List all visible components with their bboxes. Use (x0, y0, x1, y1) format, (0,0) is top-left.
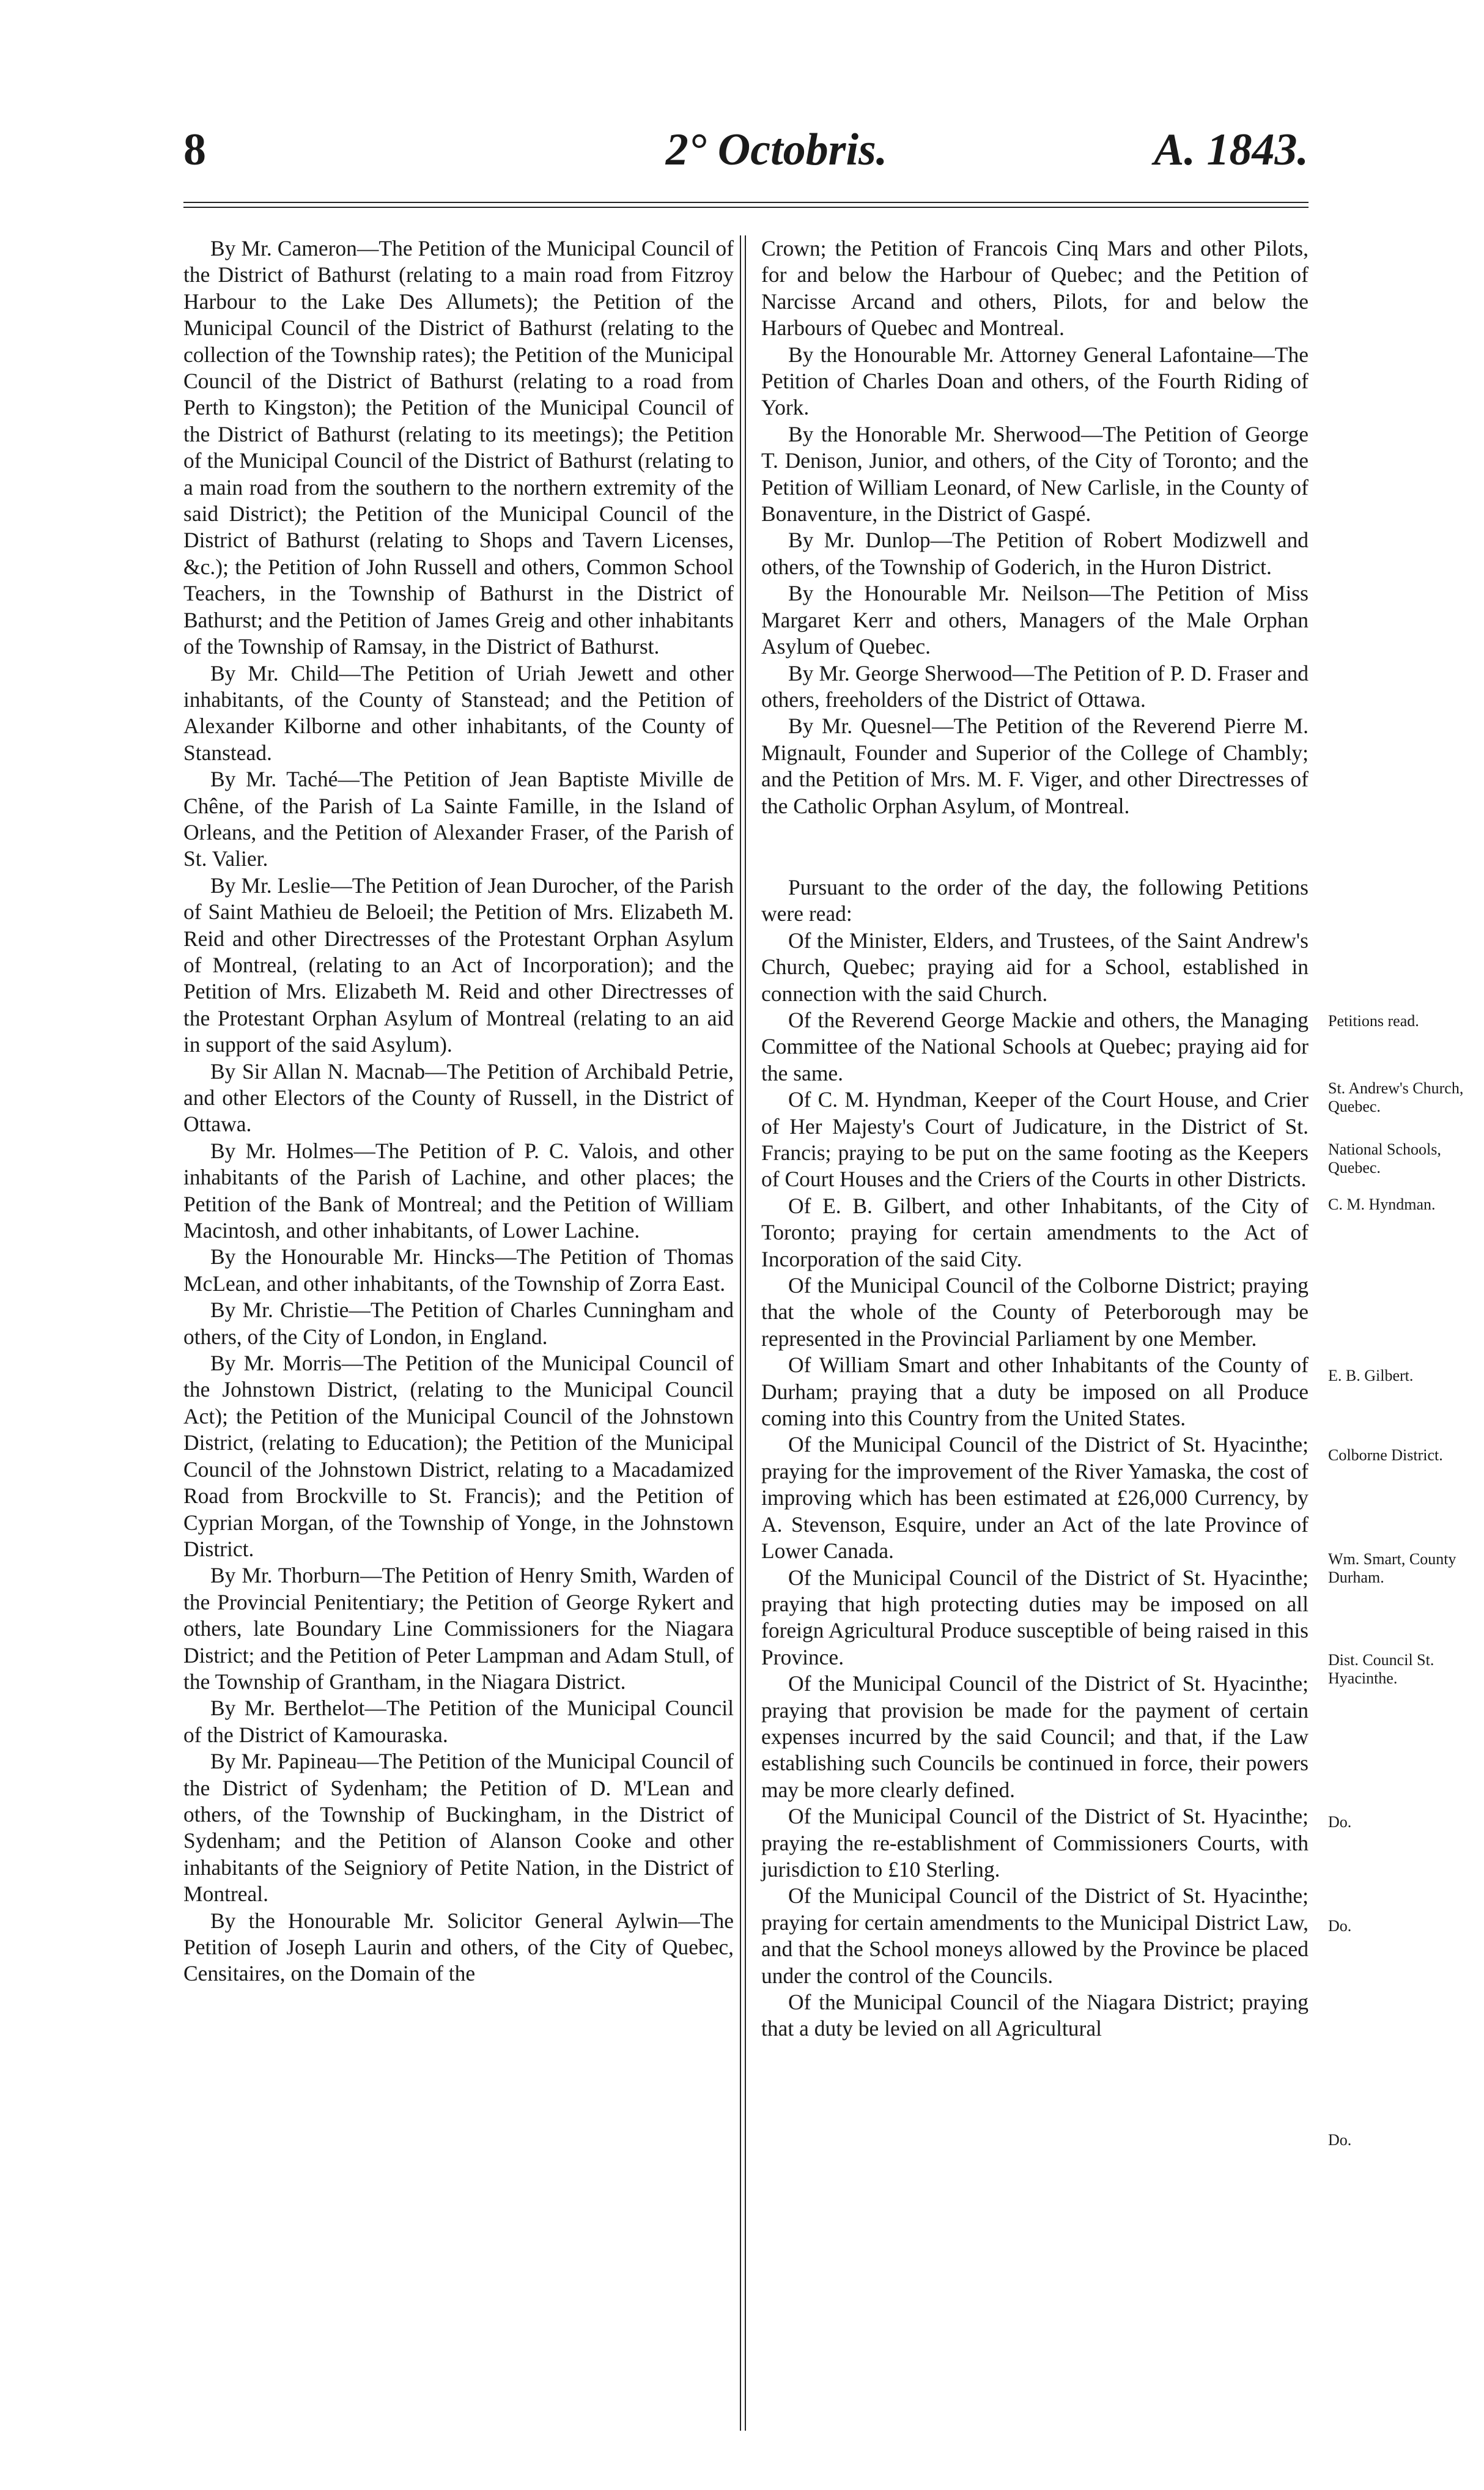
petition-paragraph: By the Honourable Mr. Attorney General Lafontaine—The Petition of Charles Doan and others, of the Fourth Riding of York. (761, 342, 1309, 420)
column-divider (740, 235, 746, 2431)
petition-paragraph: By Mr. Morris—The Petition of the Municipal Council of the Johnstown District, (relating to the Municipal Council Act); the Petition of the Municipal Council of the Johnstown District, (relating to Education); the Petition of the Municipal Council of the Johnstown District, relating to a Macadamized Road from Brockville to St. Francis); and the Petition of Cyprian Morgan, of the Township of Yonge, in the Johnstown District. (183, 1351, 734, 1561)
header-rule-top (183, 202, 1309, 203)
petition-paragraph: By Mr. Leslie—The Petition of Jean Durocher, of the Parish of Saint Mathieu de Beloeil; the Petition of Mrs. Elizabeth M. Reid and other Directresses of the Protestant Orphan Asylum of Montreal, (relating to an Act of Incorporation); and the Petition of Mrs. Elizabeth M. Reid and other Directresses of the Protestant Orphan Asylum of Montreal (relating to an aid in support of the said Asylum). (183, 873, 734, 1057)
petition-read-paragraph: Of the Municipal Council of the Colborne District; praying that the whole of the County of Peterborough may be represented in the Provincial Parliament by one Member. (761, 1273, 1309, 1351)
petition-paragraph: By Mr. Holmes—The Petition of P. C. Valois, and other inhabitants of the Parish of Lachine, and other places; the Petition of the Bank of Montreal; and the Petition of William Macintosh, and other inhabitants, of Lower Lachine. (183, 1138, 734, 1243)
margin-note: Do. (1328, 2131, 1352, 2149)
petition-read-paragraph: Of the Municipal Council of the District of St. Hyacinthe; praying for the improvement of the River Yamaska, the cost of improving which has been estimated at £26,000 Currency, by A. Stevenson, Esquire, under an Act of the late Province of Lower Canada. (761, 1432, 1309, 1564)
margin-note: Colborne District. (1328, 1446, 1443, 1464)
page-number: 8 (183, 125, 206, 175)
petition-read-paragraph: Of the Municipal Council of the District of St. Hyacinthe; praying the re-establishment of Commissioners Courts, with jurisdiction to £10 Sterling. (761, 1804, 1309, 1882)
petition-paragraph: By Mr. Quesnel—The Petition of the Reverend Pierre M. Mignault, Founder and Superior of the College of Chambly; and the Petition of Mrs. M. F. Viger, and other Directresses of the Catholic Orphan Asylum, of Montreal. (761, 714, 1309, 818)
header-rule-bottom (183, 207, 1309, 208)
petition-paragraph: By the Honourable Mr. Neilson—The Petition of Miss Margaret Kerr and others, Managers of the Male Orphan Asylum of Quebec. (761, 581, 1309, 659)
petition-read-paragraph: Of William Smart and other Inhabitants of the County of Durham; praying that a duty be imposed on all Produce coming into this Country from the United States. (761, 1353, 1309, 1431)
petition-paragraph: By the Honorable Mr. Sherwood—The Petition of George T. Denison, Junior, and others, of the City of Toronto; and the Petition of William Leonard, of New Carlisle, in the County of Bonaventure, in the District of Gaspé. (761, 421, 1309, 526)
petition-paragraph: By Mr. Taché—The Petition of Jean Baptiste Miville de Chêne, of the Parish of La Sainte Famille, in the Island of Orleans, and the Petition of Alexander Fraser, of the Parish of St. Valier. (183, 767, 734, 871)
petition-paragraph: By the Honourable Mr. Hincks—The Petition of Thomas McLean, and other inhabitants, of the Township of Zorra East. (183, 1244, 734, 1296)
petition-read-paragraph: Of the Municipal Council of the Niagara District; praying that a duty be levied on all Agricultural (761, 1990, 1309, 2041)
petition-paragraph: By Sir Allan N. Macnab—The Petition of Archibald Petrie, and other Electors of the County of Russell, in the District of Ottawa. (183, 1058, 734, 1137)
petition-paragraph: Crown; the Petition of Francois Cinq Mars and other Pilots, for and below the Harbour of Quebec; and the Petition of Narcisse Arcand and others, Pilots, for and below the Harbours of Quebec and Montreal. (761, 236, 1309, 341)
margin-note: St. Andrew's Church, Quebec. (1328, 1079, 1464, 1115)
petition-read-paragraph: Of the Municipal Council of the District of St. Hyacinthe; praying that provision be made for the payment of certain expenses incurred by the said Council; and that, if the Law establishing such Councils be continued in force, their powers may be more clearly defined. (761, 1671, 1309, 1802)
left-column (183, 235, 734, 1987)
page-header (183, 116, 1309, 190)
order-of-day-paragraph: Pursuant to the order of the day, the following Petitions were read: (761, 874, 1309, 926)
petition-read-paragraph: Of the Reverend George Mackie and others, the Managing Committee of the National Schools at Quebec; praying aid for the same. (761, 1007, 1309, 1085)
petition-paragraph: By Mr. Thorburn—The Petition of Henry Smith, Warden of the Provincial Penitentiary; the Petition of George Rykert and others, late Boundary Line Commissioners for the Niagara District; and the Petition of Peter Lampman and Adam Stull, of the Township of Grantham, in the Niagara District. (183, 1563, 734, 1694)
petition-read-paragraph: Of C. M. Hyndman, Keeper of the Court House, and Crier of Her Majesty's Court of Judicature, in the District of St. Francis; praying to be put on the same footing as the Keepers of Court Houses and the Criers of the Courts in other Districts. (761, 1087, 1309, 1192)
margin-note: Do. (1328, 1813, 1352, 1831)
margin-note: National Schools, Quebec. (1328, 1140, 1441, 1177)
petition-paragraph: By Mr. Berthelot—The Petition of the Municipal Council of the District of Kamouraska. (183, 1696, 734, 1747)
petition-paragraph: By Mr. Child—The Petition of Uriah Jewett and other inhabitants, of the County of Stanstead; and the Petition of Alexander Kilborne and other inhabitants, of the County of Stanstead. (183, 660, 734, 765)
margin-note: Wm. Smart, County Durham. (1328, 1550, 1456, 1586)
margin-note: E. B. Gilbert. (1328, 1367, 1414, 1384)
petition-paragraph: By Mr. Papineau—The Petition of the Municipal Council of the District of Sydenham; the Petition of D. M'Lean and others, of the Township of Buckingham, in the District of Sydenham; and the Petition of Alanson Cooke and other inhabitants of the Seigniory of Petite Nation, in the District of Montreal. (183, 1749, 734, 1907)
margin-note: Do. (1328, 1917, 1352, 1935)
session-date: 2° Octobris. (665, 125, 888, 175)
petition-read-paragraph: Of E. B. Gilbert, and other Inhabitants, of the City of Toronto; praying for certain amendments to the Act of Incorporation of the said City. (761, 1193, 1309, 1271)
right-column (761, 235, 1309, 2042)
petition-read-paragraph: Of the Municipal Council of the District of St. Hyacinthe; praying for certain amendments to the Municipal District Law, and that the School moneys allowed by the Province be placed under the control of the Councils. (761, 1883, 1309, 1988)
margin-note: C. M. Hyndman. (1328, 1195, 1436, 1213)
petition-paragraph: By Mr. Christie—The Petition of Charles Cunningham and others, of the City of London, in England. (183, 1298, 734, 1349)
year-label: A. 1843. (1154, 125, 1309, 175)
margin-note: Dist. Council St. Hyacinthe. (1328, 1651, 1434, 1687)
margin-note: Petitions read. (1328, 1012, 1419, 1030)
petition-read-paragraph: Of the Municipal Council of the District of St. Hyacinthe; praying that high protecting duties may be imposed on all foreign Agricultural Produce susceptible of being raised in this Province. (761, 1565, 1309, 1669)
petition-paragraph: By the Honourable Mr. Solicitor General Aylwin—The Petition of Joseph Laurin and others, of the City of Quebec, Censitaires, on the Domain of the (183, 1908, 734, 1986)
petition-paragraph: By Mr. George Sherwood—The Petition of P. D. Fraser and others, freeholders of the District of Ottawa. (761, 660, 1309, 712)
petition-paragraph: By Mr. Dunlop—The Petition of Robert Modizwell and others, of the Township of Goderich, in the Huron District. (761, 528, 1309, 579)
petition-read-paragraph: Of the Minister, Elders, and Trustees, of the Saint Andrew's Church, Quebec; praying aid for a School, established in connection with the said Church. (761, 928, 1309, 1006)
petition-paragraph: By Mr. Cameron—The Petition of the Municipal Council of the District of Bathurst (relating to a main road from Fitzroy Harbour to the Lake Des Allumets); the Petition of the Municipal Council of the District of Bathurst (relating to the collection of the Township rates); the Petition of the Municipal Council of the District of Bathurst (relating to a road from Perth to Kingston); the Petition of the Municipal Council of the District of Bathurst (relating to its meetings); the Petition of the Municipal Council of the District of Bathurst (relating to a main road from the southern to the northern extremity of the said District); the Petition of the Municipal Council of the District of Bathurst (relating to Shops and Tavern Licenses, &c.); the Petition of John Russell and others, Common School Teachers, in the Township of Bathurst in the District of Bathurst; and the Petition of James Greig and other inhabitants of the Township of Ramsay, in the District of Bathurst. (183, 236, 734, 659)
